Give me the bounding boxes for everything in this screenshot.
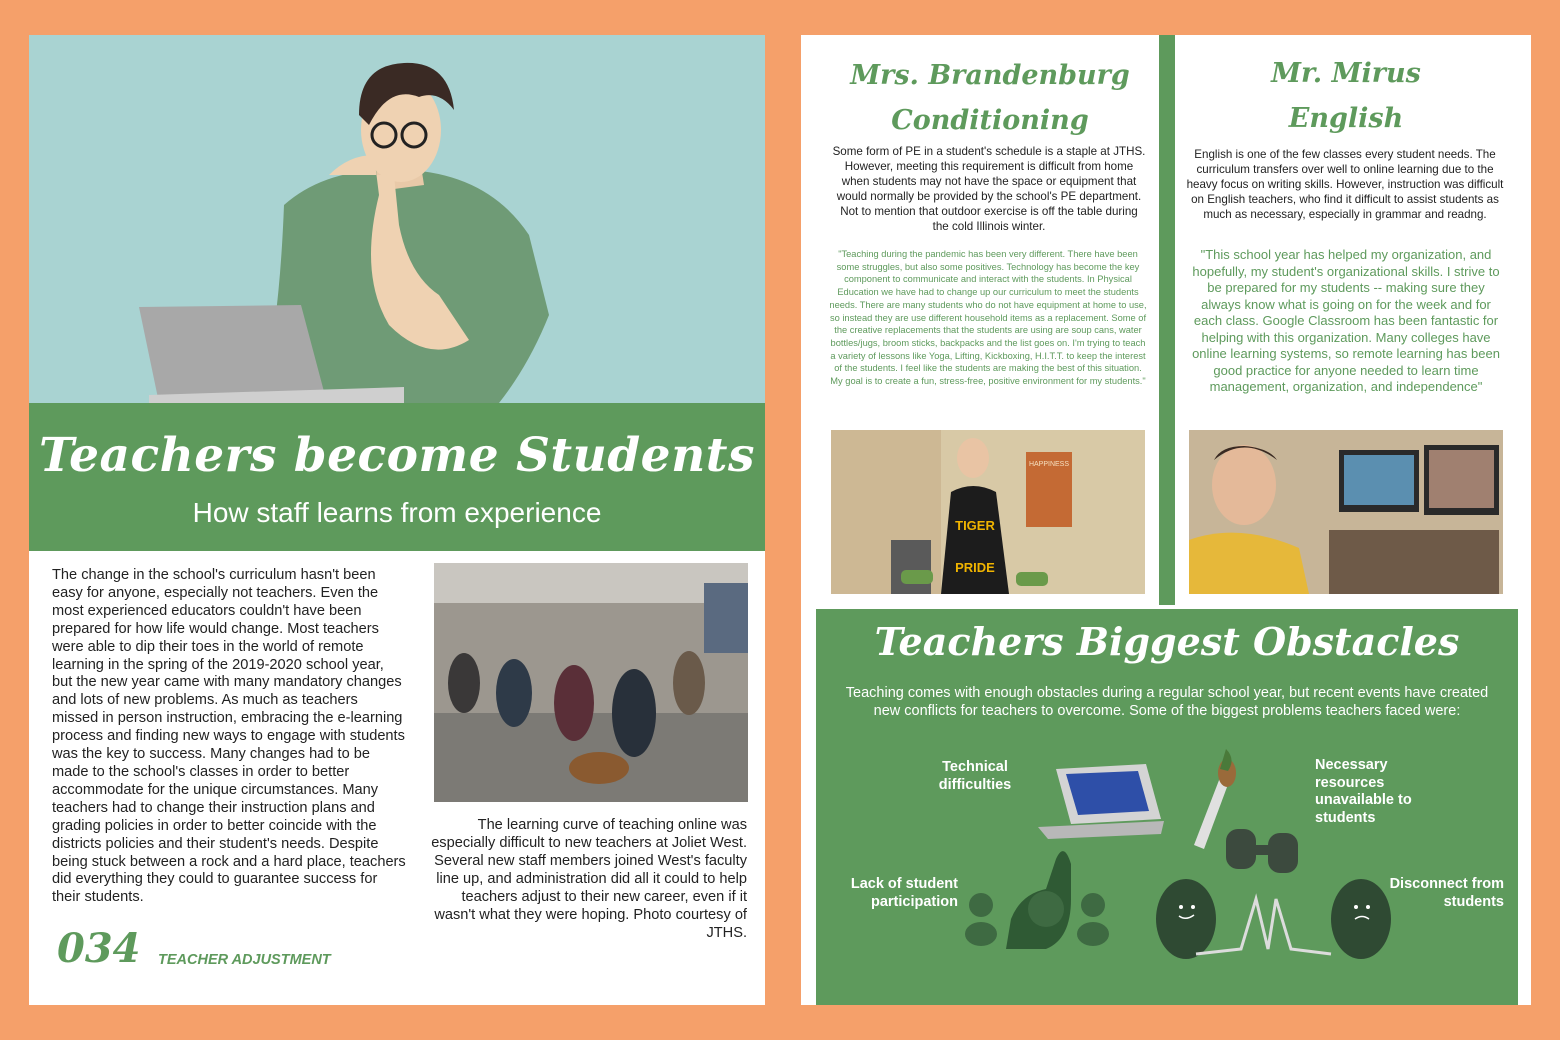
dumbbell-icon [1226,829,1298,873]
classroom-photo [434,563,748,802]
obstacle-disconnect: Disconnect from students [1389,876,1504,910]
column-divider [1159,35,1175,605]
teacher-1-subject: Conditioning [891,105,1089,136]
pe-teacher-head [957,438,989,478]
obstacles-title: Teachers Biggest Obstacles [874,619,1460,664]
teacher-1-intro: Some form of PE in a student's schedule is a staple at JTHS. However, meeting this requirement is difficult from home when students may not have the space or equipment that would normally be provided by the school's PE department. Not to mention that outdoor exercise is off the table during the cold Illinois winter. [832,145,1146,233]
hero-illustration [29,35,765,403]
disconnect-icon [1156,879,1391,959]
shirt-text-bottom: PRIDE [955,560,995,575]
right-page [801,35,1531,1005]
article-body: The change in the school's curriculum hasn't been easy for anyone, especially not teachers. Even the most experienced educators couldn't have been prepared for how life would change. Most teachers were able to dip their toes in the world of remote learning in the spring of the 2019-2020 school year, but the new year came with many mandatory changes and lots of new problems. As much as teachers missed in person instruction, embracing the e-learning process and finding new ways to engage with students was the key to success. Many changes had to be made to the school's classes in order to better accommodate for the unique circumstances. Many teachers had to change their instruction plans and grading policies in order to better coincide with the districts policies and their student's needs. Despite being stuck between a rock and a hard place, teachers did everything they could to guarantee success for their students. [52,567,406,906]
teacher-2-quote: "This school year has helped my organization, and hopefully, my student's organizational skills. I strive to be prepared for my students -- making sure they always know what is going on for the week and for each class. Google Classroom has been fantastic for helping with this organization. Many colleges have online learning systems, so remote learning has been good practice for anyone needed to learn time management, organization, and independence" [1192,247,1500,394]
obstacles-panel [816,609,1518,1005]
laptop-shape [139,305,327,403]
obstacle-technical: Technical difficulties [938,759,1012,793]
teacher-2-heading [1176,51,1516,141]
teacher-1-quote: "Teaching during the pandemic has been very different. There have been some struggles, but also some positives. Technology has become the key component to communicate and interact with the students. In Physical Education we have had to change up our curriculum to meet the students needs. There are many students who do not have equipment at home to use, so instead they are use different household items as a replacement. Some of the creative replacements that the students are using are soup cans, water bottles/jugs, broom sticks, backpacks and the list goes on. I'm trying to teach a variety of lessons like Yoga, Lifting, Kickboxing, H.I.T.T. to keep the interest of the students. I feel like the students are making the best of this situation. My goal is to create a fun, stress-free, positive environment for my students." [829,249,1147,387]
obstacle-resources: Necessary resources unavailable to students [1315,757,1412,826]
dumbbell-right [1016,572,1048,586]
teacher-2-subject: English [1288,103,1404,134]
teacher-1-name: Mrs. Brandenburg [850,60,1130,91]
teacher-1-heading [821,53,1159,143]
teacher-2-name: Mr. Mirus [1271,58,1421,89]
photo-caption: The learning curve of teaching online was especially difficult to new teachers at Joliet West. Several new staff members joined West's faculty line up, and administration did all it could to help teachers adjust to their new career, even if it wasn't what they were hoping. Photo courtesy of JTHS. [431,817,747,941]
pe-teacher-photo [831,430,1145,594]
page-title: Teachers become Students [39,428,755,483]
left-page [29,35,765,1005]
obstacles-intro: Teaching comes with enough obstacles during a regular school year, but recent events have created new conflicts for teachers to overcome. Some of the biggest problems teachers faced were: [845,685,1489,719]
participation-icon [965,851,1109,949]
english-teacher-head [1212,445,1276,525]
obstacle-participation: Lack of student participation [850,876,958,910]
page-number: 034 [57,925,141,972]
laptop-icon [1038,764,1164,839]
english-teacher-photo [1189,430,1503,594]
shirt-text-top: TIGER [955,518,995,533]
poster-text: HAPPINESS [1028,461,1070,468]
page-subtitle: How staff learns from experience [192,497,602,528]
section-label: TEACHER ADJUSTMENT [158,952,331,968]
dumbbell-left [901,570,933,584]
teacher-2-intro: English is one of the few classes every student needs. The curriculum transfers over well to online learning due to the heavy focus on writing skills. However, instruction was difficult on English teachers, who find it difficult to assist students as much as necessary, especially in grammar and readng. [1186,148,1504,221]
